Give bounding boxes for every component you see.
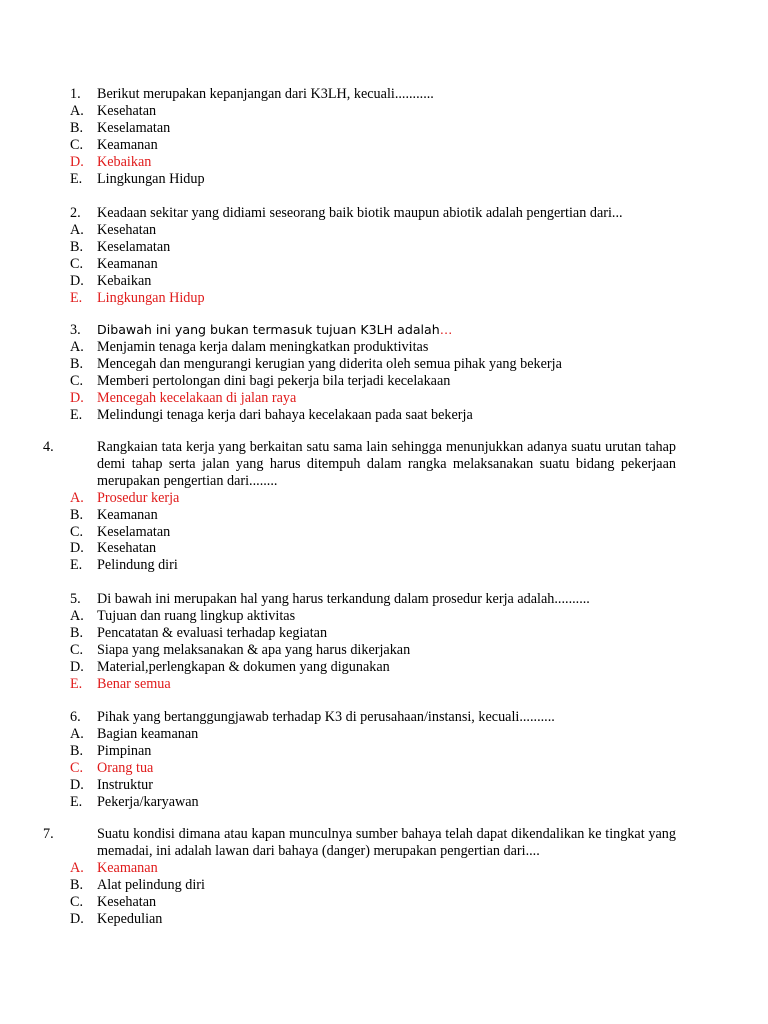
option-text: Mencegah dan mengurangi kerugian yang diderita oleh semua pihak yang bekerja: [97, 355, 562, 372]
option-text: Pelindung diri: [97, 557, 178, 574]
question-number: 1.: [70, 86, 81, 102]
option-d-answer: [70, 154, 676, 171]
option-letter: D.: [70, 153, 84, 170]
option-c: [70, 524, 676, 541]
option-letter: C.: [70, 255, 84, 272]
option-text: Bagian keamanan: [97, 725, 199, 742]
question-6: [70, 709, 676, 810]
option-text: Keamanan: [97, 136, 158, 153]
question-stem: [70, 322, 676, 339]
question-stem: [70, 709, 676, 726]
option-d-answer: [70, 390, 676, 407]
option-c: [70, 256, 676, 273]
question-text: Dibawah ini yang bukan termasuk tujuan K3LH adalah: [97, 322, 440, 337]
option-d: [70, 540, 676, 557]
option-text: Kebaikan: [97, 272, 152, 289]
option-text: Pimpinan: [97, 742, 152, 759]
option-letter: E.: [70, 557, 83, 574]
option-letter: D.: [70, 540, 84, 557]
option-text: Prosedur kerja: [97, 489, 180, 506]
question-text: Keadaan sekitar yang didiami seseorang baik biotik maupun abiotik adalah pengertian dari...: [97, 205, 623, 221]
option-letter: D.: [70, 776, 84, 793]
option-text: Mencegah kecelakaan di jalan raya: [97, 389, 297, 406]
option-b: [70, 877, 676, 894]
option-e-answer: [70, 676, 676, 693]
option-text: Pekerja/karyawan: [97, 793, 199, 810]
option-letter: B.: [70, 624, 84, 641]
question-number: 5.: [70, 591, 81, 607]
option-letter: C.: [70, 136, 84, 153]
option-a: [70, 608, 676, 625]
option-text: Orang tua: [97, 759, 154, 776]
option-letter: D.: [70, 272, 84, 289]
option-text: Alat pelindung diri: [97, 876, 205, 893]
question-stem: [70, 86, 676, 103]
question-text: Rangkaian tata kerja yang berkaitan satu sama lain sehingga menunjukkan adanya suatu urutan tahap demi tahap serta jalan yang harus ditempuh dalam rangka melaksanakan suatu bidang pekerjaan merupakan pengertian dari........: [97, 439, 676, 489]
option-text: Kesehatan: [97, 221, 157, 238]
option-text: Benar semua: [97, 675, 171, 692]
option-letter: A.: [70, 221, 84, 238]
option-letter: C.: [70, 641, 84, 658]
option-b: [70, 625, 676, 642]
option-letter: B.: [70, 876, 84, 893]
option-text: Melindungi tenaga kerja dari bahaya kecelakaan pada saat bekerja: [97, 406, 473, 423]
option-b: [70, 356, 676, 373]
question-1: [70, 86, 676, 187]
option-c: [70, 137, 676, 154]
question-text: Pihak yang bertanggungjawab terhadap K3 di perusahaan/instansi, kecuali..........: [97, 709, 555, 725]
option-d: [70, 659, 676, 676]
option-letter: A.: [70, 489, 84, 506]
question-stem: [70, 205, 676, 222]
option-a: [70, 222, 676, 239]
option-e: [70, 557, 676, 574]
question-number: 2.: [70, 205, 81, 221]
option-e: [70, 407, 676, 424]
question-number: 3.: [70, 322, 81, 338]
option-b: [70, 120, 676, 137]
option-letter: E.: [70, 793, 83, 810]
option-text: Keselamatan: [97, 238, 171, 255]
question-4: [43, 439, 676, 574]
option-c: [70, 373, 676, 390]
option-letter: C.: [70, 893, 84, 910]
option-text: Lingkungan Hidup: [97, 289, 205, 306]
option-c-answer: [70, 760, 676, 777]
question-ellipsis: …: [439, 322, 453, 337]
question-stem: [43, 439, 676, 490]
option-text: Keamanan: [97, 506, 158, 523]
option-text: Keselamatan: [97, 523, 171, 540]
option-letter: A.: [70, 338, 84, 355]
question-number: 4.: [43, 439, 54, 455]
option-letter: B.: [70, 742, 84, 759]
option-letter: B.: [70, 506, 84, 523]
question-3: [70, 322, 676, 423]
question-stem: [43, 826, 676, 860]
option-text: Material,perlengkapan & dokumen yang digunakan: [97, 658, 390, 675]
option-letter: A.: [70, 859, 84, 876]
option-d: [70, 273, 676, 290]
option-a-answer: [70, 860, 676, 877]
option-text: Kepedulian: [97, 910, 163, 927]
option-letter: C.: [70, 759, 84, 776]
option-letter: D.: [70, 389, 84, 406]
option-e: [70, 794, 676, 811]
question-2: [70, 205, 676, 306]
question-number: 7.: [43, 826, 54, 842]
option-text: Kesehatan: [97, 893, 157, 910]
option-letter: B.: [70, 238, 84, 255]
option-text: Kesehatan: [97, 540, 157, 557]
question-5: [70, 591, 676, 692]
option-letter: C.: [70, 372, 84, 389]
option-letter: A.: [70, 607, 84, 624]
option-a: [70, 726, 676, 743]
option-letter: B.: [70, 119, 84, 136]
question-text: Berikut merupakan kepanjangan dari K3LH, kecuali...........: [97, 86, 434, 102]
option-b: [70, 507, 676, 524]
option-letter: E.: [70, 675, 83, 692]
option-e: [70, 171, 676, 188]
option-letter: E.: [70, 406, 83, 423]
option-text: Tujuan dan ruang lingkup aktivitas: [97, 607, 296, 624]
option-letter: A.: [70, 725, 84, 742]
option-a-answer: [70, 490, 676, 507]
option-letter: E.: [70, 289, 83, 306]
option-text: Siapa yang melaksanakan & apa yang harus dikerjakan: [97, 641, 411, 658]
option-letter: A.: [70, 102, 84, 119]
question-stem: [70, 591, 676, 608]
option-text: Keselamatan: [97, 119, 171, 136]
option-b: [70, 239, 676, 256]
option-text: Lingkungan Hidup: [97, 170, 205, 187]
option-e-answer: [70, 290, 676, 307]
option-d: [70, 777, 676, 794]
option-text: Instruktur: [97, 776, 153, 793]
option-letter: D.: [70, 658, 84, 675]
option-c: [70, 642, 676, 659]
option-letter: C.: [70, 523, 84, 540]
option-text: Kesehatan: [97, 102, 157, 119]
option-b: [70, 743, 676, 760]
option-text: Menjamin tenaga kerja dalam meningkatkan produktivitas: [97, 338, 429, 355]
option-text: Keamanan: [97, 859, 158, 876]
option-c: [70, 894, 676, 911]
question-7: [43, 826, 676, 927]
option-text: Memberi pertolongan dini bagi pekerja bila terjadi kecelakaan: [97, 372, 451, 389]
option-a: [70, 103, 676, 120]
option-a: [70, 339, 676, 356]
option-letter: E.: [70, 170, 83, 187]
option-text: Pencatatan & evaluasi terhadap kegiatan: [97, 624, 328, 641]
question-number: 6.: [70, 709, 81, 725]
option-text: Kebaikan: [97, 153, 152, 170]
question-text: Di bawah ini merupakan hal yang harus terkandung dalam prosedur kerja adalah..........: [97, 591, 590, 607]
option-letter: B.: [70, 355, 84, 372]
option-d: [70, 911, 676, 928]
question-text: Suatu kondisi dimana atau kapan munculnya sumber bahaya telah dapat dikendalikan ke tingkat yang memadai, ini adalah lawan dari bahaya (danger) merupakan pengertian dari....: [97, 826, 676, 859]
option-letter: D.: [70, 910, 84, 927]
option-text: Keamanan: [97, 255, 158, 272]
